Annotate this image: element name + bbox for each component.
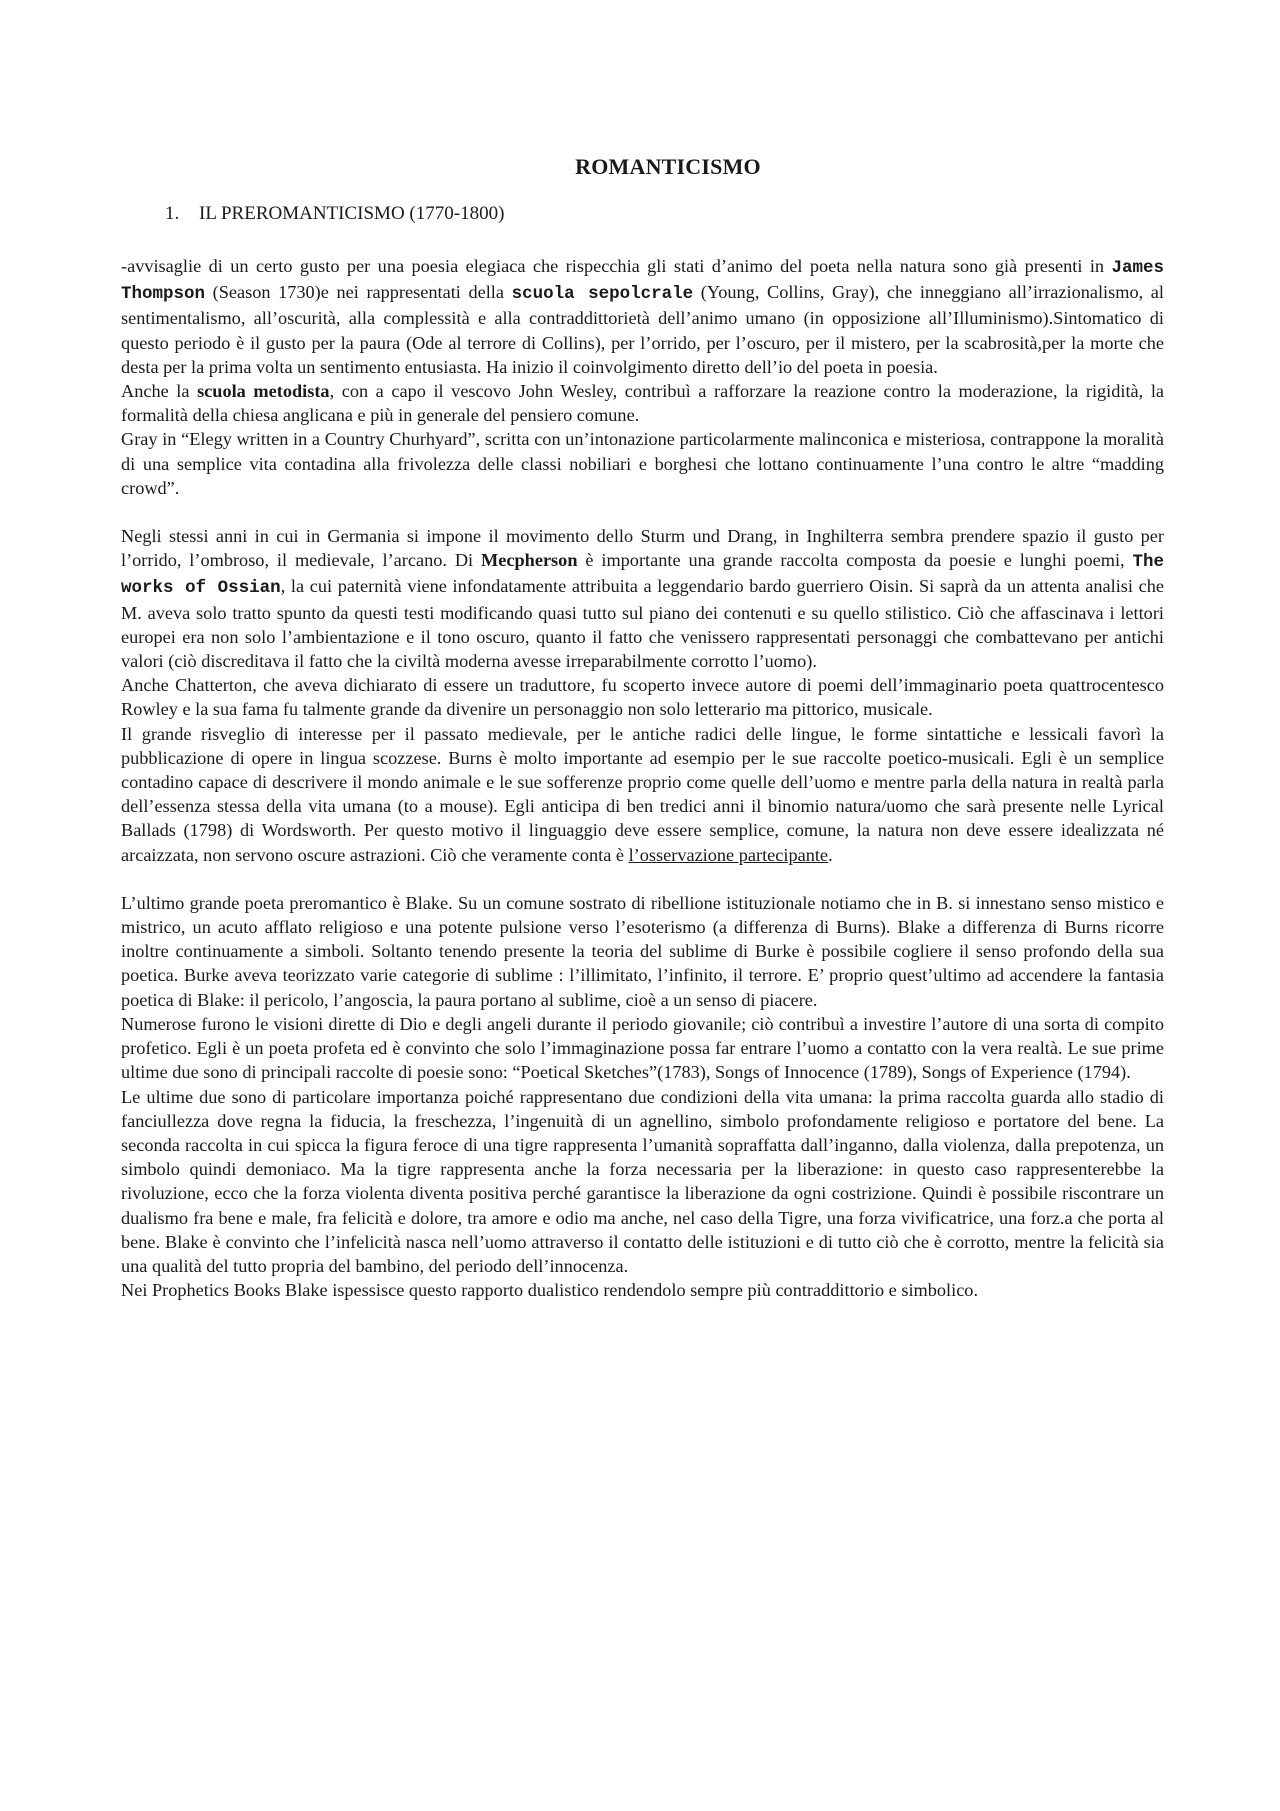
section-heading xyxy=(165,203,504,225)
paragraph: L’ultimo grande poeta preromantico è Blake. Su un comune sostrato di ribellione istituzionale notiamo che in B. si innestano senso mistico e mistrico, un acuto afflato religioso e una potente pulsione verso l’esoterismo (a differenza di Burns). Blake a differenza di Burns ricorre inoltre continuamente a simboli. Soltanto tenendo presente la teoria del sublime di Burke è possibile cogliere il senso profondo della sua poetica. Burke aveva teorizzato varie categorie di sublime : l’illimitato, l’infinito, il terrore. E’ proprio quest’ultimo ad accendere la fantasia poetica di Blake: il pericolo, l’angoscia, la paura portano al sublime, cioè a un senso di piacere. xyxy=(121,892,1164,1010)
paragraph: Nei Prophetics Books Blake ispessisce questo rapporto dualistico rendendolo sempre più contraddittorio e simbolico. xyxy=(121,1280,979,1301)
paragraph: Negli stessi anni in cui in Germania si impone il movimento dello Sturm und Drang, in Inghilterra sembra prendere spazio il gusto per l’orrido, l’ombroso, il medievale, l’arcano. Di Mecpherson è importante una grande raccolta composta da poesie e lunghi poemi, The works of Ossian, la cui paternità viene infondatamente attribuita a leggendario bardo guerriero Oisin. Si saprà da un attenta analisi che M. aveva solo tratto spunto da questi testi modificando quasi tutto sul piano dei contenuti e su quello stilistico. Ciò che affascinava i lettori europei era non solo l’ambientazione e il tono oscuro, quanto il fatto che venissero rappresentati personaggi che combattevano per antichi valori (ciò discreditava il fatto che la civiltà moderna avesse irreparabilmente corrotto l’uomo). xyxy=(121,526,1165,672)
paragraph: Gray in “Elegy written in a Country Churhyard”, scritta con un’intonazione particolarmente malinconica e misteriosa, contrappone la moralità di una semplice vita contadina alla frivolezza delle classi nobiliari e borghesi che lottano continuamente l’una contro le altre “madding crowd”. xyxy=(121,429,1164,498)
section-title: IL PREROMANTICISMO (1770-1800) xyxy=(199,203,505,224)
bold-term: The works of Ossian xyxy=(121,552,1164,599)
paragraph: Il grande risveglio di interesse per il passato medievale, per le antiche radici delle lingue, le forme sintattiche e lessicali favorì la pubblicazione di opere in lingua scozzese. Burns è molto importante ad esempio per le sue raccolte poetico-musicali. Egli è un semplice contadino capace di descrivere il mondo animale e le sue sofferenze proprio come quelle dell’uomo e mentre parla della natura in realtà parla dell’essenza stessa della vita umana (to a mouse). Egli anticipa di ben tredici anni il binomio natura/uomo che sarà presente nelle Lyrical Ballads (1798) di Wordsworth. Per questo motivo il linguaggio deve essere semplice, comune, la natura non deve essere idealizzata né arcaizzata, non servono oscure astrazioni. Ciò che veramente conta è l’osservazione partecipante. xyxy=(121,723,1164,865)
paragraph: Numerose furono le visioni dirette di Dio e degli angeli durante il periodo giovanile; ciò contribuì a investire l’autore di una sorta di compito profetico. Egli è un poeta profeta ed è convinto che solo l’immaginazione possa far entrare l’uomo a contatto con la vera realtà. Le sue prime ultime due sono di principali raccolte di poesie sono: “Poetical Sketches”(1783), Songs of Innocence (1789), Songs of Experience (1794). xyxy=(121,1013,1164,1083)
paragraph: Anche Chatterton, che aveva dichiarato di essere un traduttore, fu scoperto invece autore di poemi dell’immaginario poeta quattrocentesco Rowley e la sua fama fu talmente grande da divenire un personaggio non solo letterario ma pittorico, musicale. xyxy=(121,675,1164,720)
paragraph: -avvisaglie di un certo gusto per una poesia elegiaca che rispecchia gli stati d’animo del poeta nella natura sono già presenti in James Thompson (Season 1730)e nei rappresentati della scuola sepolcrale (Young, Collins, Gray), che inneggiano all’irrazionalismo, al sentimentalismo, all’oscurità, alla complessità e alla contraddittorietà dell’animo umano (in opposizione all’Illuminismo).Sintomatico di questo periodo è il gusto per la paura (Ode al terrore di Collins), per l’orrido, per l’oscuro, per il mistero, per la scabrosità,per la morte che desta per la prima volta un sentimento entusiasta. Ha inizio il coinvolgimento diretto dell’io del poeta in poesia. xyxy=(121,256,1164,377)
page-title: ROMANTICISMO xyxy=(575,154,761,179)
bold-term: scuola sepolcrale xyxy=(511,284,694,305)
bold-term: James Thompson xyxy=(121,258,1164,305)
body-text xyxy=(121,254,1164,1302)
underlined-phrase: l’osservazione partecipante xyxy=(628,844,829,865)
paragraph: Anche la scuola metodista, con a capo il vescovo John Wesley, contribuì a rafforzare la reazione contro la moderazione, la rigidità, la formalità della chiesa anglicana e più in generale del pensiero comune. xyxy=(121,381,1165,426)
bold-term: Mecpherson xyxy=(481,550,578,571)
paragraph: Le ultime due sono di particolare importanza poiché rappresentano due condizioni della vita umana: la prima raccolta guarda allo stadio di fanciullezza dove regna la fiducia, la freschezza, l’ingenuità di un agnellino, simbolo profondamente religioso e portatore del bene. La seconda raccolta in cui spicca la figura feroce di una tigre rappresenta l’umanità sopraffatta dall’inganno, dalla violenza, dalla prepotenza, un simbolo quindi demoniaco. Ma la tigre rappresenta anche la forza necessaria per la liberazione: in questo caso rappresenterebbe la rivoluzione, ecco che la forza violenta diventa positiva perché garantisce la liberazione da ogni costrizione. Quindi è possibile riscontrare un dualismo fra bene e male, fra felicità e dolore, tra amore e odio ma anche, nel caso della Tigre, una forza vivificatrice, una forz.a che porta al bene. Blake è convinto che l’infelicità nasca nell’uomo attraverso il contatto delle istituzioni e di tutto ciò che è corrotto, mentre la felicità sia una qualità del tutto propria del bambino, del periodo dell’innocenza. xyxy=(121,1086,1164,1276)
section-number: 1. xyxy=(165,203,180,224)
bold-term: scuola metodista xyxy=(197,381,330,402)
